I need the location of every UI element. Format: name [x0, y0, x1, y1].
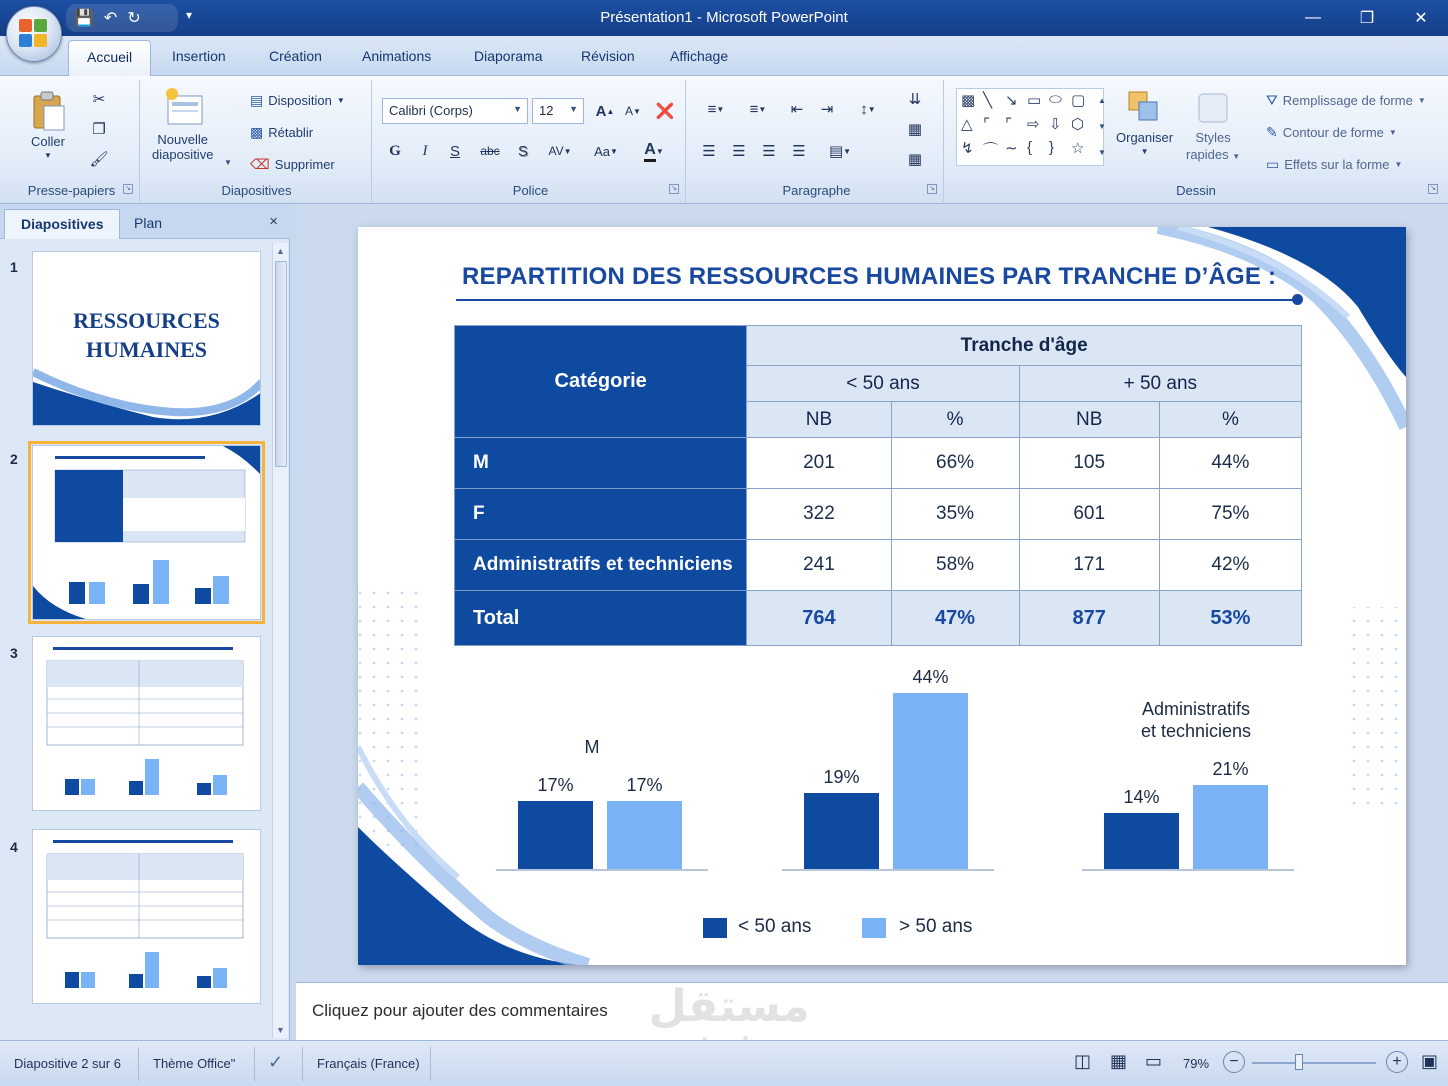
- row-label: F: [455, 489, 747, 540]
- slides-group-label: Diapositives: [221, 183, 292, 198]
- scroll-up-icon[interactable]: ▲: [276, 246, 285, 256]
- underline-button[interactable]: S: [449, 142, 460, 160]
- cell-pct-over: 44%: [1159, 438, 1301, 489]
- rounded-rect-shape-icon[interactable]: ▢: [1071, 92, 1086, 109]
- chart-data-label: 17%: [537, 775, 574, 795]
- chart-data-label: 44%: [912, 667, 949, 687]
- elbow-shape-icon[interactable]: ⌜: [1005, 116, 1013, 133]
- office-button[interactable]: [6, 6, 62, 62]
- over-50-header: + 50 ans: [1019, 366, 1301, 402]
- slides-pane: [0, 205, 290, 1040]
- minimize-icon[interactable]: —: [1305, 9, 1321, 26]
- layout-button[interactable]: ▤ Disposition ▼: [250, 92, 345, 108]
- chart-category-label: et techniciens: [1140, 721, 1252, 741]
- right-brace-shape-icon[interactable]: }: [1049, 139, 1055, 156]
- slide-number-2: 2: [10, 451, 18, 467]
- chart-bar[interactable]: [804, 793, 879, 869]
- paragraph-group: [690, 80, 944, 202]
- reset-button[interactable]: ▩ Rétablir: [250, 124, 314, 140]
- pane-close-icon[interactable]: ×: [269, 213, 278, 230]
- drawing-launcher-icon[interactable]: ↘: [1428, 184, 1438, 194]
- columns-icon[interactable]: ▤ ▼: [828, 143, 852, 160]
- total-nb-under: 764: [747, 591, 891, 646]
- slide-editor: [296, 205, 1448, 980]
- office-logo-icon: [19, 19, 49, 49]
- spellcheck-icon[interactable]: ✓: [268, 1052, 284, 1072]
- watermark-arabic: مستقل: [648, 981, 810, 1032]
- age-header: Tranche d'âge: [747, 326, 1302, 366]
- font-family-dropdown-icon: ▼: [513, 104, 522, 114]
- chart-data-label: 17%: [626, 775, 663, 795]
- total-pct-under: 47%: [891, 591, 1019, 646]
- tab-accueil[interactable]: Accueil: [68, 40, 151, 77]
- font-size-select[interactable]: 12 ▼: [532, 98, 584, 124]
- window-title: Présentation1 - Microsoft PowerPoint: [600, 9, 848, 26]
- paragraph-launcher-icon[interactable]: ↘: [927, 184, 937, 194]
- under-50-header: < 50 ans: [747, 366, 1019, 402]
- cell-nb-over: 105: [1019, 438, 1159, 489]
- legend-label-over: > 50 ans: [899, 916, 973, 937]
- close-icon[interactable]: ✕: [1414, 10, 1428, 27]
- cell-pct-over: 42%: [1159, 540, 1301, 591]
- tab-diapositives[interactable]: Diapositives: [4, 209, 120, 239]
- connector-shape-icon[interactable]: ⌜: [983, 116, 991, 133]
- clipboard-launcher-icon[interactable]: ↘: [123, 184, 133, 194]
- change-case-button[interactable]: Aa ▼: [594, 143, 618, 159]
- notes-placeholder[interactable]: Cliquez pour ajouter des commentaires: [312, 1001, 608, 1020]
- layout-icon: ▤: [250, 92, 264, 108]
- reset-icon: ▩: [250, 124, 264, 140]
- hexagon-shape-icon[interactable]: ⬡: [1071, 116, 1085, 133]
- slide1-title-line1: RESSOURCES: [73, 308, 220, 333]
- new-slide-label-2: diapositive: [152, 147, 214, 162]
- paint-bucket-icon: ⛛: [1266, 92, 1278, 108]
- clear-format-icon[interactable]: ❌: [655, 103, 675, 120]
- drawing-group-label: Dessin: [1176, 183, 1216, 198]
- right-arrow-shape-icon[interactable]: ⇨: [1027, 116, 1040, 133]
- new-slide-label-1: Nouvelle: [157, 132, 209, 147]
- freeform-shape-icon[interactable]: ↯: [961, 140, 974, 157]
- zoom-level[interactable]: 79%: [1183, 1056, 1210, 1071]
- copy-icon[interactable]: ❐: [92, 121, 106, 138]
- align-right-icon[interactable]: ☰: [762, 143, 776, 160]
- triangle-shape-icon[interactable]: △: [961, 116, 973, 133]
- new-slide-icon: [160, 86, 206, 132]
- bold-button[interactable]: G: [389, 142, 401, 159]
- tab-creation[interactable]: Création: [269, 48, 322, 64]
- align-left-icon[interactable]: ☰: [702, 143, 716, 160]
- shadow-button[interactable]: S: [517, 142, 528, 160]
- legend-label-under: < 50 ans: [738, 916, 812, 937]
- paragraph-group-label: Paragraphe: [782, 183, 851, 198]
- pct-header: %: [891, 402, 1019, 438]
- slide-number-3: 3: [10, 645, 18, 661]
- rectangle-shape-icon[interactable]: ▭: [1027, 92, 1042, 109]
- arrow-shape-icon[interactable]: ↘: [1005, 92, 1018, 109]
- cell-pct-under: 66%: [891, 438, 1019, 489]
- pencil-icon: ✎: [1266, 124, 1278, 140]
- tab-animations[interactable]: Animations: [362, 48, 432, 64]
- notes-pane[interactable]: [296, 982, 1448, 1040]
- shape-outline-button[interactable]: ✎ Contour de forme ▼: [1266, 124, 1397, 140]
- slides-group: [142, 80, 372, 202]
- title-bar: [0, 0, 1448, 36]
- cell-pct-over: 75%: [1159, 489, 1301, 540]
- scrollbar-thumb[interactable]: [275, 261, 287, 467]
- arc-shape-icon[interactable]: ⌒: [983, 142, 999, 159]
- slide-number-4: 4: [10, 839, 18, 855]
- shape-fill-button[interactable]: ⛛ Remplissage de forme ▼: [1266, 92, 1426, 108]
- chart-bar[interactable]: [518, 801, 593, 869]
- grow-font-button[interactable]: A ▲: [595, 102, 615, 120]
- redo-icon[interactable]: ↻: [127, 10, 141, 27]
- nb-header: NB: [747, 402, 891, 438]
- shape-effects-button[interactable]: ▭ Effets sur la forme ▼: [1266, 156, 1403, 172]
- slide-sorter-icon[interactable]: ▦: [1110, 1051, 1128, 1071]
- bullets-icon[interactable]: ≡ ▼: [707, 100, 725, 118]
- ribbon-tabs: [0, 36, 1448, 76]
- row-label: M: [455, 438, 747, 489]
- font-group-label: Police: [512, 183, 549, 198]
- clipboard-group-label: Presse-papiers: [27, 183, 116, 198]
- star-shape-icon[interactable]: ☆: [1071, 140, 1085, 157]
- restore-icon[interactable]: ❐: [1359, 10, 1375, 27]
- slide1-title-line2: HUMAINES: [85, 337, 207, 362]
- smartart-icon[interactable]: ▦: [907, 151, 923, 168]
- decrease-indent-icon[interactable]: ⇤: [790, 101, 804, 118]
- font-group: [376, 80, 686, 202]
- total-pct-over: 53%: [1159, 591, 1301, 646]
- chart-data-label: 14%: [1123, 787, 1160, 807]
- tab-revision[interactable]: Révision: [581, 48, 635, 64]
- slide2-mini-preview: [33, 446, 261, 620]
- font-size-dropdown-icon: ▼: [569, 104, 578, 114]
- chart-bar[interactable]: [1193, 785, 1268, 869]
- tab-insertion[interactable]: Insertion: [172, 48, 226, 64]
- slide-thumbnail-2[interactable]: [32, 445, 261, 620]
- slide-thumbnail-4[interactable]: [32, 829, 261, 1004]
- line-spacing-icon[interactable]: ↕ ▼: [860, 100, 876, 118]
- total-label: Total: [455, 591, 747, 646]
- delete-icon: ⌫: [250, 156, 270, 172]
- align-center-icon[interactable]: ☰: [732, 143, 746, 160]
- arrange-icon: [1125, 88, 1165, 128]
- slide3-mini-preview: [33, 637, 261, 811]
- cell-nb-over: 171: [1019, 540, 1159, 591]
- format-painter-icon[interactable]: 🖌: [89, 151, 109, 168]
- chart-bar[interactable]: [1104, 813, 1179, 869]
- justify-icon[interactable]: ☰: [792, 143, 806, 160]
- cell-nb-under: 322: [747, 489, 891, 540]
- fit-to-window-icon[interactable]: ▣: [1421, 1051, 1439, 1071]
- tab-affichage[interactable]: Affichage: [670, 48, 729, 64]
- shapes-gallery[interactable]: [956, 88, 1104, 166]
- age-bar-chart[interactable]: [358, 227, 1406, 965]
- current-slide[interactable]: [358, 227, 1406, 965]
- normal-view-icon[interactable]: ◫: [1074, 1051, 1092, 1071]
- customize-toolbar-icon[interactable]: ▾: [186, 8, 193, 22]
- paste-label: Coller: [31, 134, 65, 149]
- slides-pane-scrollbar[interactable]: [272, 243, 288, 1038]
- legend-swatch-under: [703, 918, 727, 938]
- line-shape-icon[interactable]: ╲: [983, 92, 993, 109]
- shapes-scroll-icon[interactable]: ▲ ▼ ▼: [1098, 96, 1106, 157]
- chart-category-label: M: [584, 737, 600, 757]
- save-icon[interactable]: 💾: [74, 10, 94, 27]
- paste-button[interactable]: [30, 90, 66, 160]
- cell-pct-under: 35%: [891, 489, 1019, 540]
- slide-number-1: 1: [10, 259, 18, 275]
- shrink-font-button[interactable]: A ▼: [625, 104, 641, 118]
- slide-title[interactable]: REPARTITION DES RESSOURCES HUMAINES PAR TRANCHE D’ÂGE :: [462, 263, 1277, 290]
- new-slide-button[interactable]: [152, 86, 213, 162]
- scroll-down-icon[interactable]: ▼: [276, 1025, 285, 1035]
- undo-icon[interactable]: ↶: [103, 10, 118, 27]
- tab-diaporama[interactable]: Diaporama: [474, 48, 543, 64]
- clipboard-group: [4, 80, 140, 202]
- font-launcher-icon[interactable]: ↘: [669, 184, 679, 194]
- cell-pct-under: 58%: [891, 540, 1019, 591]
- cell-nb-under: 241: [747, 540, 891, 591]
- pct-header: %: [1159, 402, 1301, 438]
- slide-counter: Diapositive 2 sur 6: [14, 1056, 121, 1071]
- zoom-in-icon[interactable]: +: [1386, 1051, 1408, 1073]
- quick-styles-button[interactable]: Styles rapides ▼: [1186, 88, 1240, 162]
- chart-bar[interactable]: [607, 801, 682, 869]
- italic-button[interactable]: I: [422, 142, 428, 159]
- chart-category-label: Administratifs: [1141, 699, 1251, 719]
- cut-icon[interactable]: ✂: [92, 91, 106, 108]
- cell-nb-over: 601: [1019, 489, 1159, 540]
- cell-nb-under: 201: [747, 438, 891, 489]
- paste-dropdown-icon[interactable]: ▼: [44, 151, 52, 160]
- text-direction-icon[interactable]: ⇊: [908, 91, 922, 108]
- numbering-icon[interactable]: ≡ ▼: [749, 100, 767, 118]
- quick-styles-icon: [1193, 88, 1233, 128]
- arrange-button[interactable]: Organiser ▼: [1116, 88, 1173, 156]
- oval-shape-icon[interactable]: ⬭: [1049, 91, 1062, 108]
- strikethrough-button[interactable]: abc: [480, 144, 500, 158]
- nb-header: NB: [1019, 402, 1159, 438]
- font-color-button[interactable]: A ▼: [634, 138, 674, 164]
- theme-name[interactable]: Thème Office": [153, 1056, 236, 1071]
- chart-data-label: 19%: [823, 767, 860, 787]
- textbox-shape-icon[interactable]: ▩: [961, 92, 976, 109]
- zoom-out-icon[interactable]: −: [1223, 1051, 1245, 1073]
- legend-swatch-over: [862, 918, 886, 938]
- slide-thumbnail-1[interactable]: [32, 251, 261, 426]
- new-slide-dropdown-icon[interactable]: ▼: [224, 158, 232, 167]
- status-bar: [0, 1040, 1448, 1086]
- category-header: Catégorie: [455, 326, 747, 438]
- slide-thumbnail-3[interactable]: [32, 636, 261, 811]
- zoom-slider[interactable]: [1252, 1062, 1376, 1064]
- increase-indent-icon[interactable]: ⇥: [820, 101, 834, 118]
- total-nb-over: 877: [1019, 591, 1159, 646]
- chart-bar[interactable]: [893, 693, 968, 869]
- drawing-group: [948, 80, 1444, 202]
- chart-data-label: 21%: [1212, 759, 1249, 779]
- delete-slide-button[interactable]: ⌫ Supprimer: [250, 156, 335, 172]
- zoom-slider-thumb[interactable]: [1295, 1054, 1303, 1070]
- ribbon: [0, 76, 1448, 204]
- curve-shape-icon[interactable]: ∼: [1005, 140, 1018, 157]
- font-family-select[interactable]: Calibri (Corps) ▼: [382, 98, 528, 124]
- paste-icon: [30, 90, 66, 132]
- char-spacing-button[interactable]: AV ▼: [548, 144, 572, 158]
- language-status[interactable]: Français (France): [317, 1056, 420, 1071]
- row-label: Administratifs et techniciens: [455, 540, 747, 591]
- slideshow-icon[interactable]: ▭: [1145, 1051, 1163, 1071]
- tab-plan[interactable]: Plan: [134, 215, 163, 231]
- down-arrow-shape-icon[interactable]: ⇩: [1049, 116, 1062, 133]
- left-brace-shape-icon[interactable]: {: [1027, 139, 1033, 156]
- align-text-icon[interactable]: ▦: [907, 121, 923, 138]
- effects-icon: ▭: [1266, 156, 1280, 172]
- slide4-mini-preview: [33, 830, 261, 1004]
